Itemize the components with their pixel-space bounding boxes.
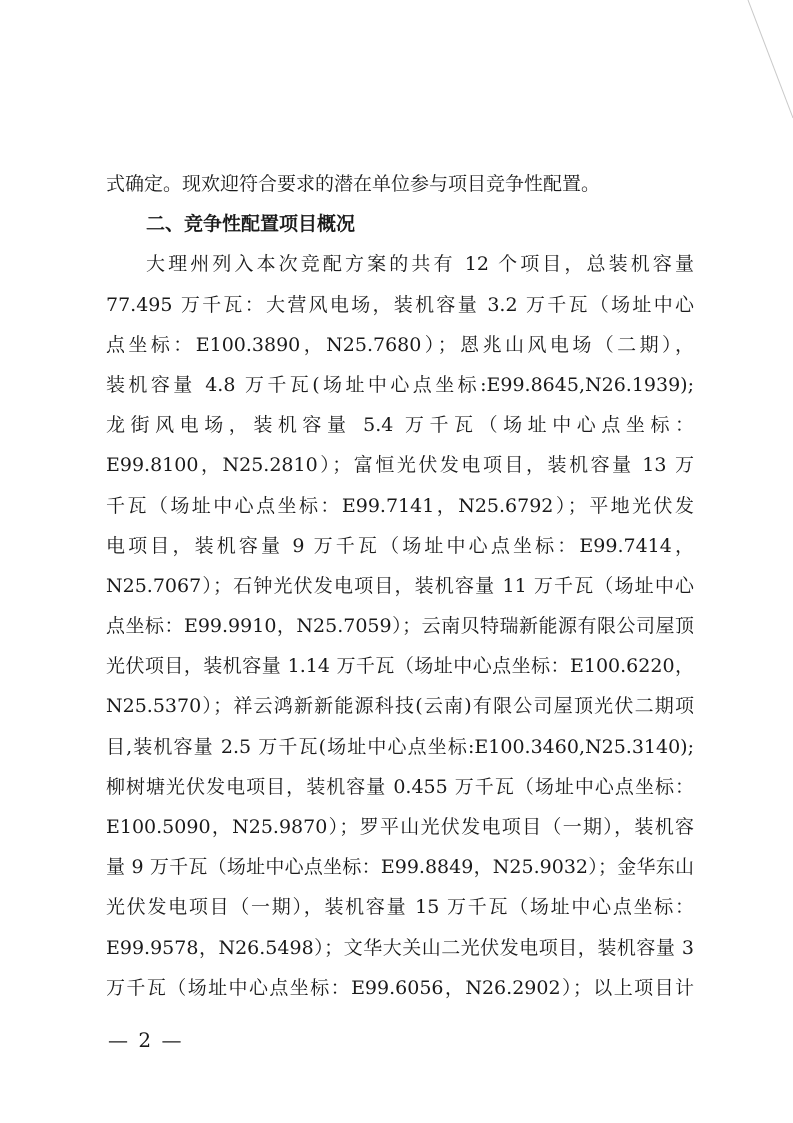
paragraph-line: 光伏项目，装机容量 1.14 万千瓦（场址中心点坐标：E100.6220， — [106, 655, 694, 678]
paragraph-line: N25.5370）；祥云鸿新新能源科技(云南)有限公司屋顶光伏二期项 — [106, 695, 694, 718]
continuation-line: 式确定。现欢迎符合要求的潜在单位参与项目竞争性配置。 — [106, 173, 601, 195]
paragraph-line: E99.8100，N25.2810）；富恒光伏发电项目，装机容量 13 万 — [106, 454, 694, 477]
paragraph-line: 龙街风电场，装机容量 5.4 万千瓦（场址中心点坐标： — [106, 414, 694, 437]
paragraph-line: 装机容量 4.8 万千瓦(场址中心点坐标:E99.8645,N26.1939); — [106, 373, 694, 396]
paragraph-line: 电项目，装机容量 9 万千瓦（场址中心点坐标：E99.7414， — [106, 534, 694, 557]
section-heading: 二、竞争性配置项目概况 — [146, 213, 356, 236]
paragraph-line: E100.5090，N25.9870）；罗平山光伏发电项目（一期），装机容 — [106, 816, 694, 838]
paragraph-line: 万千瓦（场址中心点坐标：E99.6056，N26.2902）；以上项目计 — [106, 976, 694, 999]
paragraph-line: E99.9578，N26.5498）；文华大关山二光伏发电项目，装机容量 3 — [106, 936, 694, 959]
paragraph-line: 点坐标：E99.9910，N25.7059）；云南贝特瑞新能源有限公司屋顶 — [106, 615, 694, 638]
paragraph-line: 柳树塘光伏发电项目，装机容量 0.455 万千瓦（场址中心点坐标： — [106, 775, 694, 798]
body-text — [106, 164, 694, 1008]
paragraph-line: 光伏发电项目（一期），装机容量 15 万千瓦（场址中心点坐标： — [106, 896, 694, 919]
paragraph-line: 千瓦（场址中心点坐标：E99.7141，N25.6792）；平地光伏发 — [106, 494, 694, 517]
paragraph-line: 77.495 万千瓦：大营风电场，装机容量 3.2 万千瓦（场址中心 — [106, 293, 694, 316]
paragraph-line: 目,装机容量 2.5 万千瓦(场址中心点坐标:E100.3460,N25.3140); — [106, 735, 694, 758]
paragraph-line: 量 9 万千瓦（场址中心点坐标：E99.8849，N25.9032）；金华东山 — [106, 856, 694, 879]
paragraph-line: 点坐标：E100.3890，N25.7680）；恩兆山风电场（二期）， — [106, 333, 694, 356]
paragraph-line: N25.7067）；石钟光伏发电项目，装机容量 11 万千瓦（场址中心 — [106, 574, 694, 597]
paragraph-line: 大理州列入本次竞配方案的共有 12 个项目，总装机容量 — [146, 253, 694, 276]
page-number: — 2 — — [108, 1028, 184, 1052]
